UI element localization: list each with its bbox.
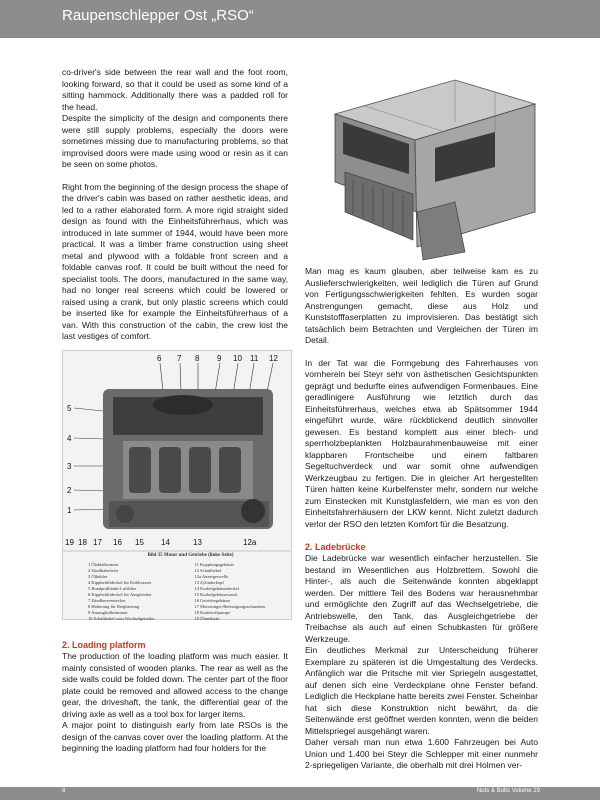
- engine-label-top-6: 6: [157, 354, 162, 363]
- engine-label-left-3: 3: [67, 462, 72, 471]
- engine-label-bottom-18: 18: [78, 538, 87, 547]
- cab-render-figure: [305, 62, 538, 262]
- cab-drawing: [305, 62, 538, 262]
- legend-item: 10 Schalthebel vom Wechselgetriebe: [88, 616, 155, 621]
- engine-label-bottom-19: 19: [65, 538, 74, 547]
- legend-item: 11 Kupplungsgehäuse: [194, 562, 235, 567]
- legend-item: 2 Zündkabelrohr: [88, 568, 119, 573]
- legend-item: 18 Kraftstoffpumpe: [194, 610, 231, 615]
- paragraph: Ein deutliches Merkmal zur Unterscheidung früherer Exemplare zu späteren ist die Umgestaltung des Verdecks. Anfänglich war die Pritsche mit vier Spriegeln ausgestattet, auf denen sich eine Verdeckplane ohne Fenster befand. Lediglich die Heckplane hatte bereits zwei Fenster. Scheinbar hat sich diese Konstruktion nicht bewährt, da die Seitenwände erst geöffnet werden konnten, wenn die beiden Mittelspriegel ausgehängt waren.: [305, 645, 538, 736]
- legend-item: 7 Zündkerzenstecker: [88, 598, 126, 603]
- legend-item: 3 Ölkühler: [88, 574, 108, 579]
- legend-item: 14 Kurbelgehäusedeckel: [194, 586, 239, 591]
- legend-item: 5 Rundpralldraht-Luftfilter: [88, 586, 137, 591]
- left-column-text: [62, 67, 288, 343]
- engine-label-top-12: 12: [269, 354, 278, 363]
- section-heading-de: 2. Ladebrücke: [305, 542, 366, 552]
- legend-item: 6 Kippbelüftdeckel für Ausgleicher: [88, 592, 152, 597]
- engine-label-bottom-12a: 12a: [243, 538, 257, 547]
- figure-legend: [88, 553, 293, 622]
- engine-label-bottom-17: 17: [93, 538, 102, 547]
- legend-item: 16 Getriebegehäuse: [194, 598, 231, 603]
- legend-item: 9 Ansaugluftkrümmer: [88, 610, 128, 615]
- paragraph: The production of the loading platform was much easier. It mainly consisted of wooden planks. The rear as well as the side walls could be folded down. The center part of the floor plate could be removed and allowed access to the change gear, the driveshaft, the tank, the differential gear of the driving axle as well as a tool box for larger items.: [62, 651, 288, 719]
- legend-item: 1 Ölablaßstutzen: [88, 562, 119, 567]
- engine-label-bottom-13: 13: [193, 538, 202, 547]
- paragraph: co-driver's side between the rear wall and the foot room, looking forward, so that it could be used as some kind of a sitting hammock. Additionally there was a padded roll for the head.: [62, 67, 288, 112]
- legend-item: 15 Kurbelgehäusewand: [194, 592, 237, 597]
- paragraph: Right from the beginning of the design process the shape of the driver's cabin was based on rather aesthetic ideas, and led to a rather elaborated form. A more rigid straight sided design as found with the Einheitsführerhaus, which was introduced in late summer of 1944, would have been more practical. It was a timber frame construction using sheet metal and plywood with a foldable front screen and a foldable canvas roof. It could be built without the need for specialist tools. The doors, manufactured in the same way, had no longer real screens which could be lowered or raised using a crank, but only plastic screens which could be inserted like for example the Einheitsführerhaus of a van. With this construction of the cabin, the crew lost the last vestiges of comfort.: [62, 181, 288, 341]
- page-number: 8: [62, 788, 66, 794]
- engine-label-left-4: 4: [67, 434, 72, 443]
- series-name: Nuts & Bolts Volume 29: [476, 788, 540, 794]
- paragraph: A major point to distinguish early from late RSOs is the design of the canvas cover over the loading platform. At the beginning the loading platform had four holders for the: [62, 720, 288, 753]
- paragraph: Man mag es kaum glauben, aber teilweise kam es zu Auslieferschwierigkeiten, weil lediglich die Türen auf Grund von Fertigungsschwierigkeiten fehlten. Es wurden sogar Anstrengungen gemacht, diese aus Holz und Kunststofffaserplatten zu improvisieren. Das bestätigt sich tatsächlich beim Betrachten und Vergleichen der Türen im Detail.: [305, 266, 538, 345]
- legend-item: 4 Kippbelüftdeckel für Kühlwasser: [88, 580, 152, 585]
- engine-label-bottom-15: 15: [135, 538, 144, 547]
- engine-label-top-11: 11: [250, 354, 259, 363]
- engine-label-top-10: 10: [233, 354, 242, 363]
- engine-label-bottom-16: 16: [113, 538, 122, 547]
- legend-column-right: [195, 562, 294, 622]
- page-header-title: Raupenschlepper Ost „RSO“: [62, 7, 254, 24]
- legend-item: 17 Motorträger-Befestigungsschrauben: [194, 604, 266, 609]
- section-heading: 2. Loading platform: [62, 640, 146, 650]
- figure-caption: Bild 35 Motor und Getriebe (linke Seite): [147, 553, 234, 558]
- legend-column-left: [88, 562, 187, 622]
- engine-label-top-9: 9: [217, 354, 222, 363]
- right-column-text: [305, 266, 538, 772]
- engine-label-top-7: 7: [177, 354, 182, 363]
- engine-label-top-8: 8: [195, 354, 200, 363]
- engine-label-bottom-14: 14: [161, 538, 170, 547]
- engine-label-left-5: 5: [67, 404, 72, 413]
- engine-label-left-1: 1: [67, 506, 72, 515]
- legend-item: 12 Schalthebel: [194, 568, 222, 573]
- legend-item: 8 Halterung für Beighterung: [88, 604, 140, 609]
- legend-item: 19 Ölmeßstab: [194, 616, 220, 621]
- paragraph: Die Ladebrücke war wesentlich einfacher herzustellen. Sie bestand im Wesentlichen aus Holzbrettern. Sowohl die Hinter-, als auch die Seitenwände konnten abgeklappt werden. Der mittlere Teil des Bodens war herausnehmbar und ermöglichte den Zugriff auf das Wechselgetriebe, die Antriebswelle, den Tank, das Ausgleichgetriebe der Treibachse als auch auf einen Schubkasten für größere Werkzeuge.: [305, 553, 538, 644]
- paragraph: Despite the simplicity of the design and components there were still supply problems, especially the doors were sometimes missing due to manufacturing problems, so that improvised doors were made using wood or resin as it can be seen on some photos.: [62, 113, 288, 169]
- engine-label-left-2: 2: [67, 486, 72, 495]
- loading-platform-section: [62, 639, 288, 755]
- legend-item: 13 Zylinderkopf: [194, 580, 224, 585]
- legend-item: 12a Anzeigerwelle: [194, 574, 229, 579]
- paragraph: In der Tat war die Formgebung des Fahrerhauses von vornherein bei Steyr sehr von ästhetischen Gesichtspunkten geprägt und bedurfte eines aufwendigen Formenbaues. Eine geradlinigere Ausführung wie letztlich durch das Einheitsführerhaus, welches etwa ab Spätsommer 1944 eingeführt wurde, wäre rückblickend deutlich sinnvoller gewesen. Es bestand komplett aus einer blech- und sperrholzbeplankten Holzbaurahmenbauweise mit einer klappbaren Frontscheibe und einem faltbaren Segeltuchverdeck und war somit ohne aufwendigen Werkzeugbau zu fertigen. Die in gleicher Art hergestellten Türen hatten keine Kurbelfenster mehr, sondern nur welche zum Einstecken mit Kunstglasfeldern, wie man es von den Einheitsfahrerhäusern der LKW kennt. Nicht zuletzt dadurch verlor der RSO den letzten Komfort für die Besatzung.: [305, 357, 538, 529]
- paragraph: Daher versah man nun etwa 1.600 Fahrzeugen bei Auto Union und 1.400 bei Steyr die Schlepper mit einer nunmehr 2-spriegeligen Variante, die oberhalb mit drei Holmen ver-: [305, 737, 538, 770]
